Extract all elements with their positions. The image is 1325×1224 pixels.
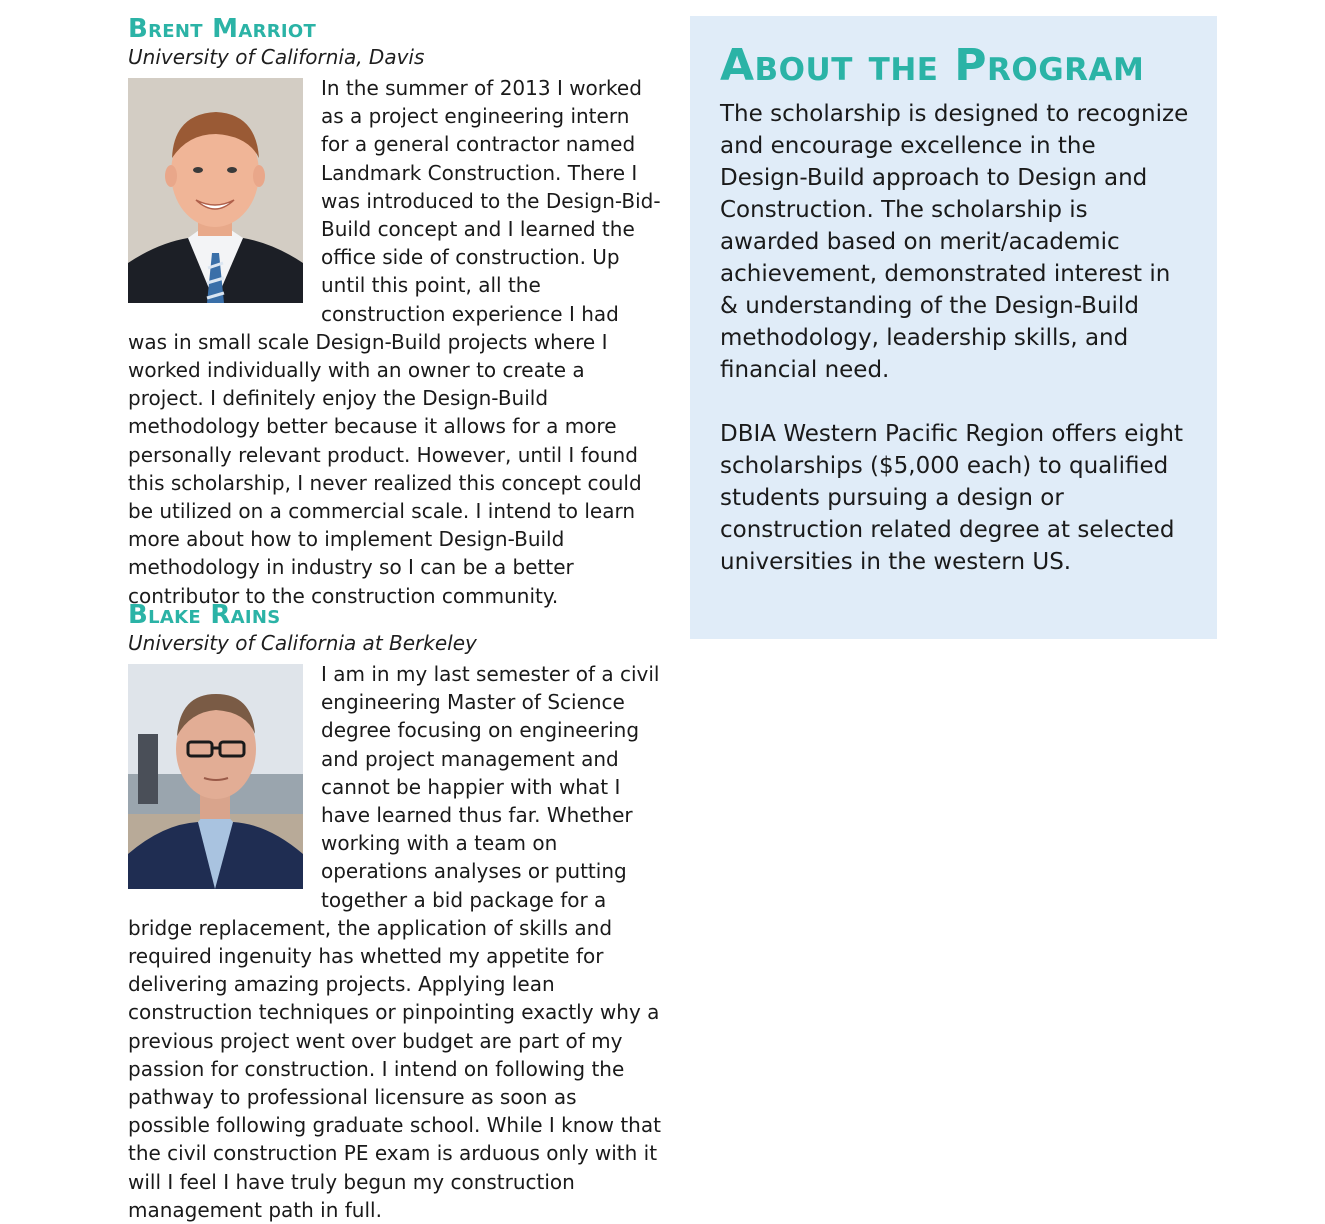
profile-bio: I am in my last semester of a civil engineering Master of Science degree focusing on engineering and project management and cannot be happier with what I have learned thus far. Whether working with a team on operations analyses or putting together a bid package for a bridge replacement, the application of skills and required ingenuity has whetted my appetite for delivering amazing projects. Applying lean construction techniques or pinpointing exactly why a previous project went over budget are part of my passion for construction. I intend on following the pathway to professional licensure as soon as possible following graduate school. While I know that the civil construction PE exam is arduous only with it will I feel I have truly begun my construction management path in full. <box>128 662 661 1222</box>
profile-photo <box>128 664 303 889</box>
about-paragraph-1: The scholarship is designed to recognize and encourage excellence in the Design-Build approach to Design and Construction. The scholarship is awarded based on merit/academic achievement, demonstrated interest in & understanding of the Design-Build methodology, leadership skills, and financial need. <box>720 101 1189 383</box>
profile-name: Blake Rains <box>128 600 281 630</box>
about-title: About the Program <box>720 40 1145 91</box>
paragraph-spacer <box>720 386 1189 418</box>
profile-card-brent <box>128 14 662 610</box>
profile-school: University of California at Berkeley <box>128 631 477 655</box>
profile-photo <box>128 78 303 303</box>
profile-name: Brent Marriot <box>128 14 317 44</box>
about-program-panel <box>690 16 1217 639</box>
about-paragraph-2: DBIA Western Pacific Region offers eight scholarships ($5,000 each) to qualified students pursuing a design or construction related degree at selected universities in the western US. <box>720 421 1183 575</box>
profile-card-blake <box>128 600 662 1224</box>
profile-school: University of California, Davis <box>128 45 425 69</box>
profile-bio: In the summer of 2013 I worked as a project engineering intern for a general contractor named Landmark Construction. There I was introduced to the Design-Bid-Build concept and I learned the office side of construction. Up until this point, all the construction experience I had was in small scale Design-Build projects where I worked individually with an owner to create a project. I definitely enjoy the Design-Build methodology better because it allows for a more personally relevant product. However, until I found this scholarship, I never realized this concept could be utilized on a commercial scale. I intend to learn more about how to implement Design-Build methodology in industry so I can be a better contributor to the construction community. <box>128 76 661 608</box>
